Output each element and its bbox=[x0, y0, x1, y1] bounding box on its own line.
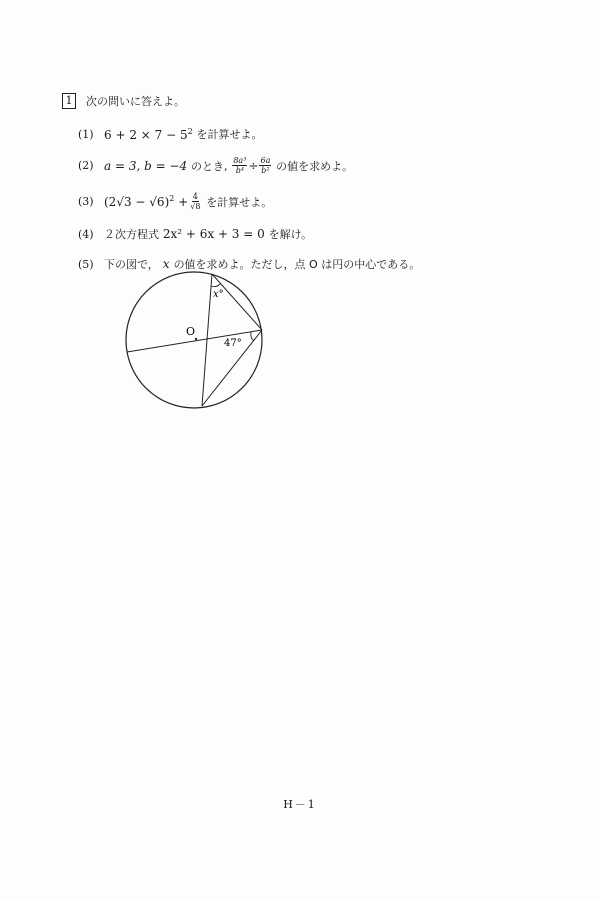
sub-question-label: (5) bbox=[78, 257, 94, 271]
fraction-3 bbox=[189, 192, 201, 211]
angle-47-arc bbox=[251, 332, 254, 341]
center-point bbox=[195, 338, 197, 340]
angle-x-label: x° bbox=[213, 289, 224, 300]
fraction-2 bbox=[259, 156, 271, 175]
value-b: b = −4 bbox=[144, 158, 188, 173]
fraction-1-numerator: 8a³ bbox=[233, 156, 247, 165]
sub-question-label: (4) bbox=[78, 227, 94, 241]
figure-intro-text: 下の図で， bbox=[104, 258, 159, 271]
circle-diagram bbox=[118, 268, 278, 418]
condition-text: のとき, bbox=[191, 159, 228, 173]
question-heading-text: 次の問いに答えよ。 bbox=[86, 95, 185, 108]
question-heading bbox=[62, 93, 185, 109]
variable-x: x bbox=[162, 257, 170, 271]
sub-question-label: (2) bbox=[78, 159, 94, 172]
fraction-3-numerator: 4 bbox=[192, 192, 198, 201]
sub-question-3 bbox=[78, 192, 272, 211]
instruction-text: の値を求めよ。 bbox=[276, 159, 354, 173]
fraction-2-denominator: b² bbox=[261, 166, 270, 175]
sub-question-label: (3) bbox=[78, 195, 94, 208]
fraction-3-denominator: √8 bbox=[190, 202, 201, 211]
sub-question-1 bbox=[78, 126, 263, 142]
instruction-text: を計算せよ。 bbox=[206, 195, 273, 209]
exponent: 2 bbox=[187, 126, 193, 136]
exponent: 2 bbox=[169, 194, 175, 203]
angle-47-label: 47° bbox=[224, 338, 242, 349]
page-number: H－1 bbox=[283, 798, 317, 811]
angle-x-arc bbox=[211, 284, 220, 287]
value-a: a = 3, bbox=[104, 158, 141, 173]
fraction-2-numerator: 6a bbox=[260, 156, 271, 165]
chord-top-right bbox=[212, 274, 262, 330]
sub-question-4 bbox=[78, 226, 312, 242]
expression-1: $6 + 2 \times 7 - 5^2$ bbox=[104, 126, 193, 142]
instruction-text: を解け。 bbox=[268, 228, 313, 241]
center-label: O bbox=[186, 325, 196, 338]
instruction-text: の値を求めよ。ただし，点 O は円の中心である。 bbox=[173, 258, 421, 271]
equation-prefix: ２次方程式 bbox=[104, 228, 159, 241]
circle-figure bbox=[118, 268, 278, 422]
squared-expression: $(2√3 - √6)^2$ bbox=[104, 194, 175, 209]
plus-operator: + bbox=[178, 194, 189, 209]
division-operator: ÷ bbox=[248, 158, 259, 173]
sub-question-2 bbox=[78, 156, 353, 175]
fraction-1-denominator: b⁴ bbox=[235, 166, 245, 175]
sub-question-label: (1) bbox=[78, 127, 94, 141]
instruction-text: を計算せよ。 bbox=[196, 128, 263, 141]
fraction-1 bbox=[232, 156, 247, 175]
question-number-box: 1 bbox=[62, 93, 76, 109]
quadratic-equation: 2x² + 6x + 3 = 0 bbox=[162, 227, 265, 241]
